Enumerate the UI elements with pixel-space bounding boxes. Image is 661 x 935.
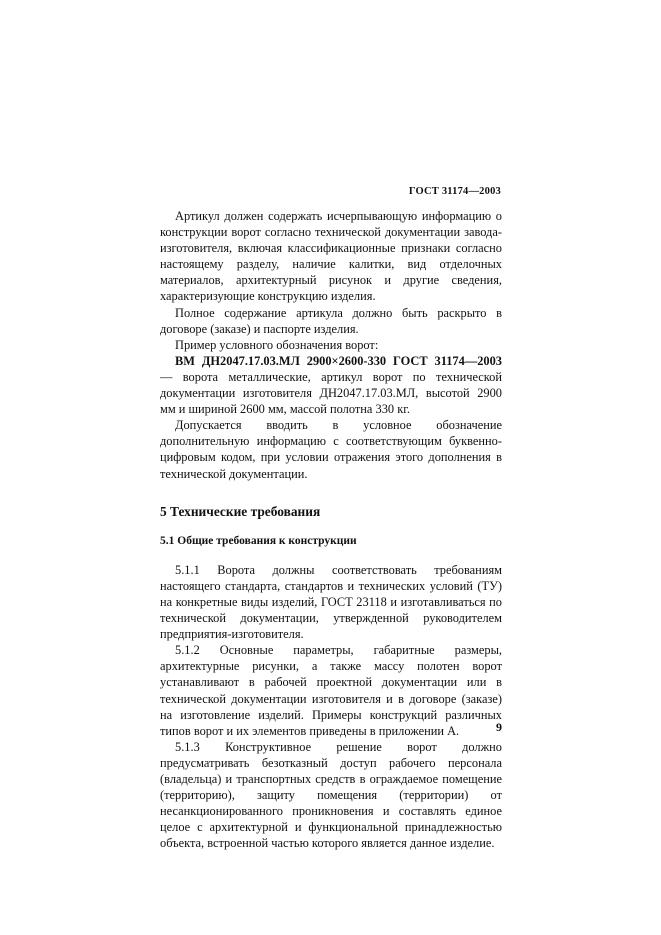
paragraph-article-contents: Артикул должен содержать исчерпывающую информацию о конструкции ворот согласно технической документации завода-изготовителя, включая классификационные признаки согласно настоящему разделу, наличие калитки, вид отделочных материалов, архитектурный рисунок и другие сведения, характеризующие конструкцию изделия. (160, 209, 502, 304)
clause-5-1-1: 5.1.1 Ворота должны соответствовать требованиям настоящего стандарта, стандартов и технических условий (ТУ) на конкретные виды изделий, ГОСТ 23118 и изготавливаться по технической документации, утвержденной руководителем предприятия-изготовителя. (160, 562, 502, 642)
clause-5-1-2: 5.1.2 Основные параметры, габаритные размеры, архитектурные рисунки, а также массу полотен ворот устанавливают в рабочей проектной документации или в технической документации изготовителя и в договоре (заказе) на изготовление изделий. Примеры конструкций различных типов ворот и их элементов приведены в приложении А. (160, 643, 502, 738)
paragraph-article-disclosure: Полное содержание артикула должно быть раскрыто в договоре (заказе) и паспорте изделия. (160, 305, 502, 336)
paragraph-example-designation (160, 353, 502, 417)
running-header-standard: ГОСТ 31174—2003 (408, 186, 501, 197)
paragraph-additional-info: Допускается вводить в условное обозначение дополнительную информацию с соответствующим буквенно-цифровым кодом, при условии отражения этого дополнения в технической документации. (160, 418, 502, 481)
example-designation-code: ВМ ДН2047.17.03.МЛ 2900×2600-330 ГОСТ 31174—2003 (175, 353, 502, 368)
page-number: 9 (496, 720, 502, 734)
example-designation-description: — ворота металлические, артикул ворот по технической документации изготовителя ДН2047.17.03.МЛ, высотой 2900 мм и шириной 2600 мм, массой полотна 330 кг. (160, 369, 502, 417)
paragraph-example-intro: Пример условного обозначения ворот: (175, 337, 379, 352)
section-title: 5 Технические требования (160, 503, 321, 519)
clause-5-1-3: 5.1.3 Конструктивное решение ворот должно предусматривать безотказный доступ рабочего персонала (владельца) и транспортных средств в ограждаемое помещение (территорию), защиту помещения (территории) от несанкционированного проникновения и составлять единое целое с архитектурной и функциональной принадлежностью объекта, встроенной частью которого является данное изделие. (160, 739, 502, 851)
body-text (160, 208, 502, 851)
subsection-title: 5.1 Общие требования к конструкции (160, 534, 357, 547)
